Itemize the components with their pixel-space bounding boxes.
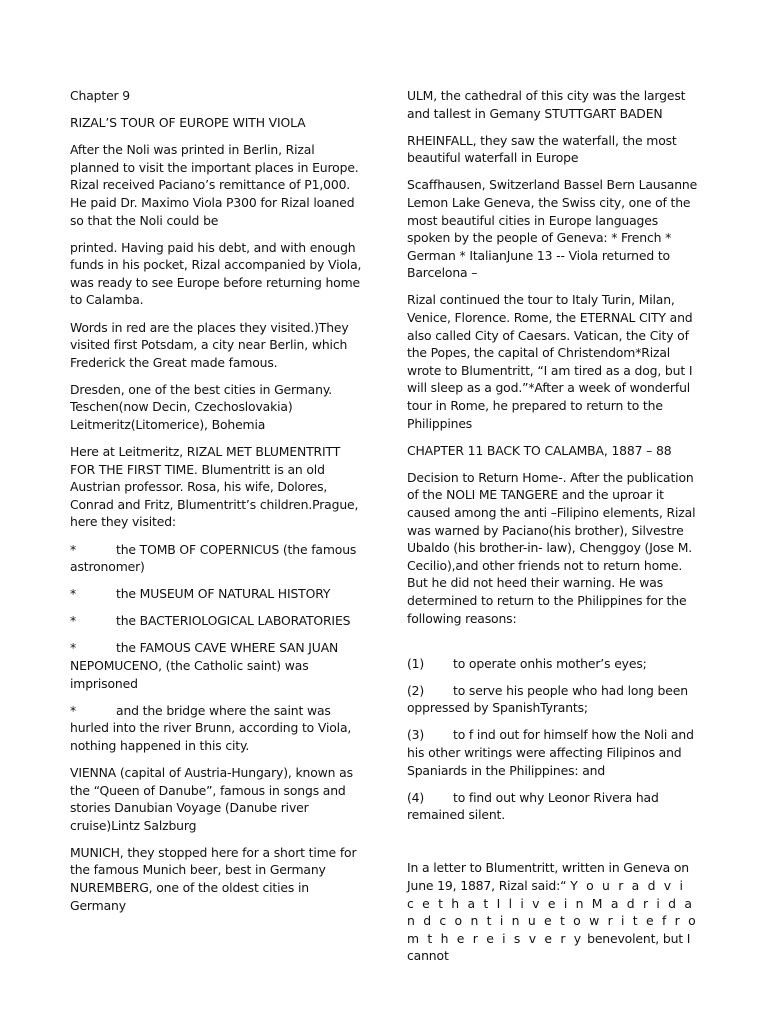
paragraph: Rizal continued the tour to Italy Turin, Milan, Venice, Florence. Rome, the ETERNAL CITY and also called City of Caesars. Vatican, the City of the Popes, the capital of Christendom*Rizal wrote to Blumentritt, “I am tired as a dog, but I will sleep as a god.”*After a week of wonderful tour in Rome, he prepared to return to the Philippines <box>407 292 693 431</box>
bullet-text: the TOMB OF COPERNICUS (the famous astronomer) <box>70 541 357 575</box>
bullet-marker: * <box>70 541 77 557</box>
bullet-marker: * <box>70 702 77 718</box>
reason-text: to f ind out for himself how the Noli and his other writings were affecting Filipinos and Spaniards in the Philippines: and <box>407 727 694 778</box>
reason-item <box>407 789 699 824</box>
paragraph: Dresden, one of the best cities in Germany. Teschen(now Decin, Czechoslovakia) Leitmeritz(Litomerice), Bohemia <box>70 381 333 432</box>
paragraph: printed. Having paid his debt, and with enough funds in his pocket, Rizal accompanied by Viola, was ready to see Europe before returning home to Calamba. <box>70 239 362 308</box>
bullet-item <box>70 585 366 603</box>
paragraph: After the Noli was printed in Berlin, Rizal planned to visit the important places in Europe. Rizal received Paciano’s remittance of P1,000. He paid Dr. Maximo Viola P300 for Rizal loaned so that the Noli could be <box>70 142 359 228</box>
reason-text: to operate onhis mother’s eyes; <box>453 655 647 671</box>
letter-intro: In a letter to Blumentritt, written in Geneva on June 19, 1887, Rizal said:“ <box>407 860 689 893</box>
bullet-marker: * <box>70 586 77 602</box>
right-column <box>407 87 699 974</box>
bullet-text: the MUSEUM OF NATURAL HISTORY <box>116 586 331 602</box>
paragraph: Decision to Return Home-. After the publication of the NOLI ME TANGERE and the uproar it caused among the anti –Filipino elements, Rizal was warned by Paciano(his brother), Silvestre Ubaldo (his brother-in- law), Chenggoy (Jose M. Cecilio),and other friends not to return home. But he did not heed their warning. He was determined to return to the Philippines for the following reasons: <box>407 469 696 626</box>
chapter-title: RIZAL’S TOUR OF EUROPE WITH VIOLA <box>70 115 306 131</box>
bullet-item <box>70 639 366 692</box>
paragraph: VIENNA (capital of Austria-Hungary), known as the “Queen of Danube”, famous in songs and stories Danubian Voyage (Danube river cruise)Lintz Salzburg <box>70 765 353 833</box>
bullet-text: the FAMOUS CAVE WHERE SAN JUAN NEPOMUCENO, (the Catholic saint) was imprisoned <box>70 640 339 691</box>
paragraph: Words in red are the places they visited.)They visited first Potsdam, a city near Berlin, which Frederick the Great made famous. <box>70 319 349 370</box>
reason-number: (3) <box>407 727 425 743</box>
reason-text: to serve his people who had long been oppressed by SpanishTyrants; <box>407 682 688 716</box>
chapter-heading: Chapter 9 <box>70 88 131 103</box>
letter-quote-spaced: Y o u r a d v i c e t h a t I l i v e i n M a d r i d a n d c o n t i n u e t o w r i t e f r o m t h e r e i s v e r y <box>407 877 698 946</box>
bullet-item <box>70 612 366 630</box>
reason-text: to find out why Leonor Rivera had remained silent. <box>407 789 659 823</box>
reason-number: (1) <box>407 655 425 671</box>
spacer <box>407 833 699 859</box>
spacer <box>407 637 699 655</box>
letter-paragraph <box>407 859 699 965</box>
paragraph: RHEINFALL, they saw the waterfall, the most beautiful waterfall in Europe <box>407 132 677 166</box>
bullet-text: and the bridge where the saint was hurled into the river Brunn, according to Viola, nothing happened in this city. <box>70 702 352 753</box>
reason-item <box>407 726 699 779</box>
reason-item <box>407 682 699 717</box>
left-column <box>70 87 366 924</box>
bullet-item <box>70 702 366 755</box>
paragraph: Scaffhausen, Switzerland Bassel Bern Lausanne Lemon Lake Geneva, the Swiss city, one of the most beautiful cities in Europe languages spoken by the people of Geneva: * French * German * ItalianJune 13 -- Viola returned to Barcelona – <box>407 177 698 281</box>
bullet-item <box>70 541 366 576</box>
bullet-marker: * <box>70 640 77 656</box>
letter-continuation: benevolent, but I cannot <box>407 930 691 964</box>
bullet-marker: * <box>70 613 77 629</box>
reason-item <box>407 655 699 673</box>
paragraph: Here at Leitmeritz, RIZAL MET BLUMENTRITT FOR THE FIRST TIME. Blumentritt is an old Austrian professor. Rosa, his wife, Dolores, Conrad and Fritz, Blumentritt’s children.Prague, here they visited: <box>70 444 359 530</box>
paragraph: ULM, the cathedral of this city was the largest and tallest in Gemany STUTTGART BADEN <box>407 88 686 121</box>
bullet-text: the BACTERIOLOGICAL LABORATORIES <box>116 613 351 629</box>
chapter-heading: CHAPTER 11 BACK TO CALAMBA, 1887 – 88 <box>407 442 672 458</box>
paragraph: MUNICH, they stopped here for a short time for the famous Munich beer, best in Germany NUREMBERG, one of the oldest cities in Germany <box>70 844 357 913</box>
reason-number: (4) <box>407 789 425 805</box>
reason-number: (2) <box>407 682 425 698</box>
